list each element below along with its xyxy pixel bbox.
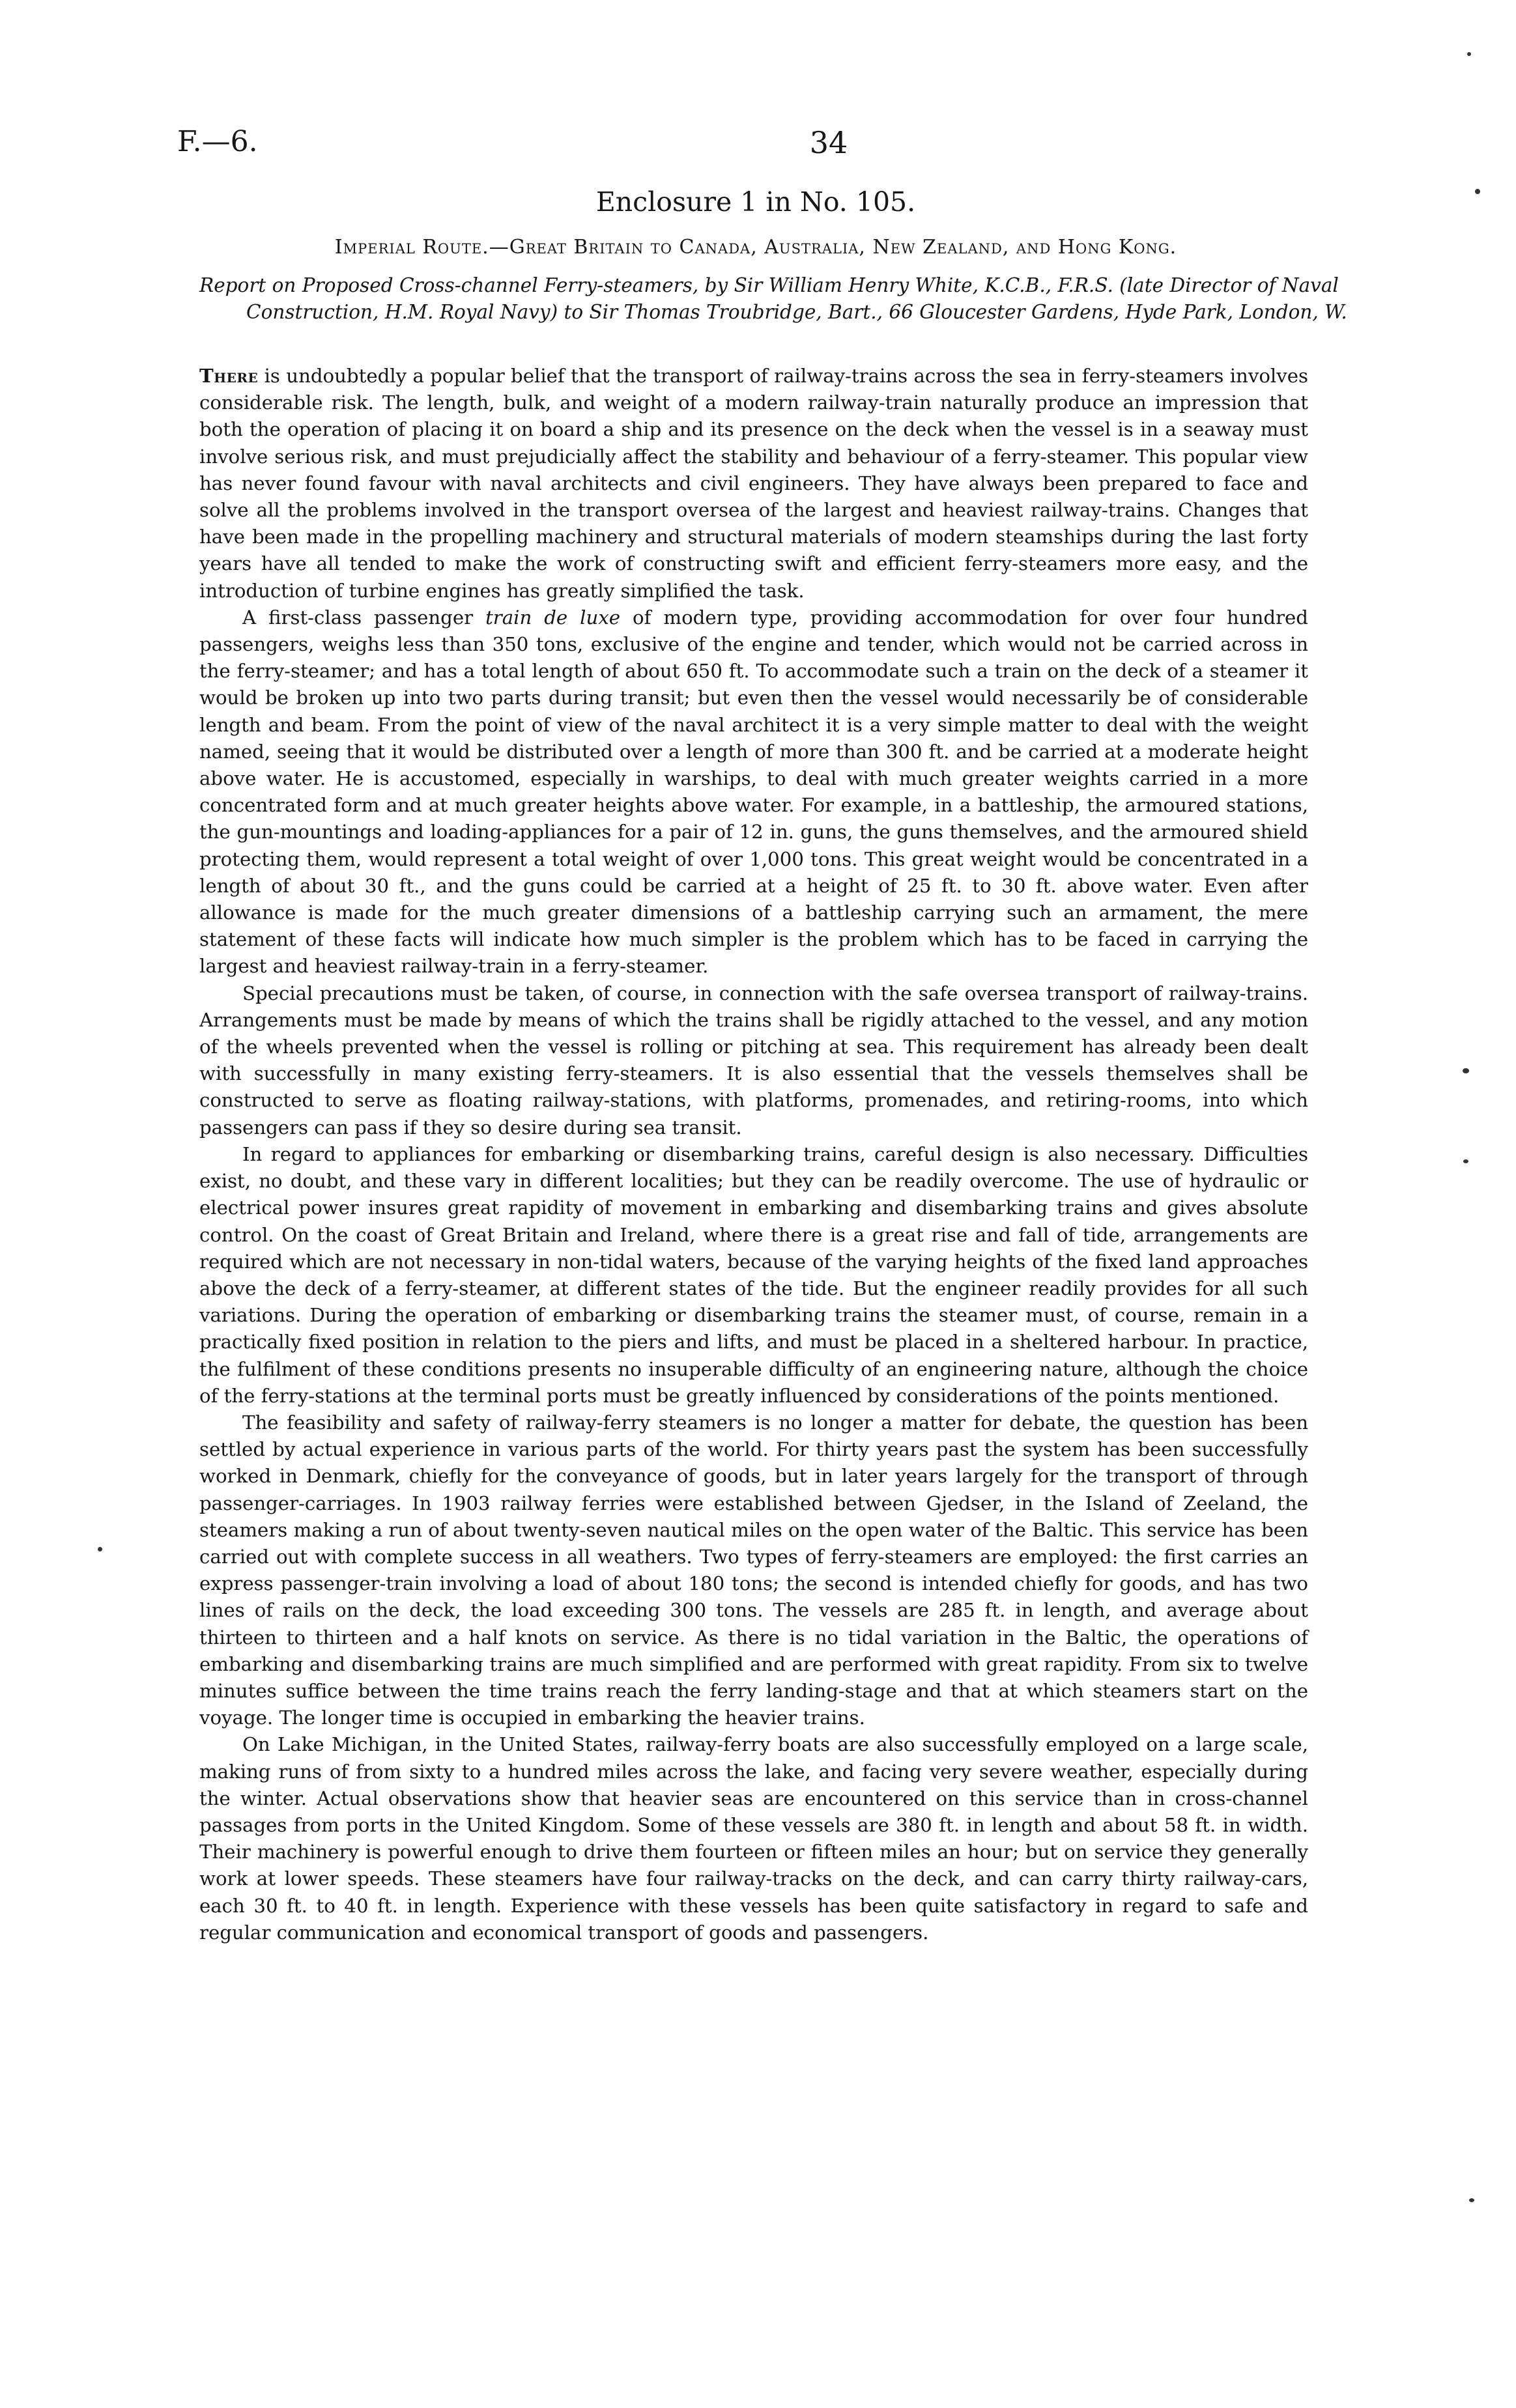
scan-speck bbox=[1475, 189, 1480, 194]
paragraph-5: The feasibility and safety of railway-ferry steamers is no longer a matter for debate, the question has been settled by actual experience in various parts of the world. For thirty years past the system has been successfully worked in Denmark, chiefly for the conveyance of goods, but in later years largely for the transport of through passenger-carriages. In 1903 railway ferries were established between Gjedser, in the Island of Zeeland, the steamers making a run of about twenty-seven nautical miles on the open water of the Baltic. This service has been carried out with complete success in all weathers. Two types of ferry-steamers are employed: the first carries an express passenger-train involving a load of about 180 tons; the second is intended chiefly for goods, and has two lines of rails on the deck, the load exceeding 300 tons. The vessels are 285 ft. in length, and average about thirteen to thirteen and a half knots on service. As there is no tidal variation in the Baltic, the operations of embarking and disembarking trains are much simplified and are performed with great rapidity. From six to twelve minutes suffice between the time trains reach the ferry landing-stage and that at which steamers start on the voyage. The longer time is occupied in embarking the heavier trains. bbox=[199, 1411, 1308, 1729]
route-title: Imperial Route.—Great Britain to Canada, Australia, New Zealand, and Hong Kong. bbox=[334, 236, 1177, 259]
paragraph-1-lead: There bbox=[199, 365, 259, 387]
paragraph-3: Special precautions must be taken, of course, in connection with the safe oversea transport of railway-trains. Arrangements must be made by means of which the trains shall be rigidly attached to the vessel, and any motion of the wheels prevented when the vessel is rolling or pitching at sea. This requirement has already been dealt with successfully in many existing ferry-steamers. It is also essential that the vessels themselves shall be constructed to serve as floating railway-stations, with platforms, promenades, and retiring-rooms, into which passengers can pass if they so desire during sea transit. bbox=[199, 982, 1308, 1139]
paragraph-1 bbox=[199, 363, 1308, 604]
paragraph-2 bbox=[199, 604, 1308, 980]
paragraph-2-text-a: A first-class passenger bbox=[242, 606, 486, 629]
paragraph-4: In regard to appliances for embarking or disembarking trains, careful design is also necessary. Difficulties exist, no doubt, and these vary in different localities; but they can be readily overcome. The use of hydraulic or electrical power insures great rapidity of movement in embarking and disembarking trains and gives absolute control. On the coast of Great Britain and Ireland, where there is a great rise and fall of tide, arrangements are required which are not necessary in non-tidal waters, because of the varying heights of the fixed land approaches above the deck of a ferry-steamer, at different states of the tide. But the engineer readily provides for all such variations. During the operation of embarking or disembarking trains the steamer must, of course, remain in a practically fixed position in relation to the piers and lifts, and must be placed in a sheltered harbour. In practice, the fulfilment of these conditions presents no insuperable difficulty of an engineering nature, although the choice of the ferry-stations at the terminal ports must be greatly influenced by considerations of the points mentioned. bbox=[199, 1142, 1308, 1407]
paragraph-1-text: is undoubtedly a popular belief that the transport of railway-trains across the sea in ferry-steamers involves considerable risk. The length, bulk, and weight of a modern railway-train naturally produce an impression that both the operation of placing it on board a ship and its presence on the deck when the vessel is in a seaway must involve serious risk, and must prejudicially affect the stability and behaviour of a ferry-steamer. This popular view has never found favour with naval architects and civil engineers. They have always been prepared to face and solve all the problems involved in the transport oversea of the largest and heaviest railway-trains. Changes that have been made in the propelling machinery and structural materials of modern steamships during the last forty years have all tended to make the work of constructing swift and efficient ferry-steamers more easy, and the introduction of turbine engines has greatly simplified the task. bbox=[199, 365, 1308, 602]
report-title: Report on Proposed Cross-channel Ferry-steamers, by Sir William Henry White, K.C.B., F.R.S. (late Director of Naval Construction, H.M. Royal Navy) to Sir Thomas Troubridge, Bart., 66 Gloucester Gardens, Hyde Park, London, W. bbox=[199, 274, 1347, 323]
paragraph-6: On Lake Michigan, in the United States, railway-ferry boats are also successfully employed on a large scale, making runs of from sixty to a hundred miles across the lake, and facing very severe weather, especially during the winter. Actual observations show that heavier seas are encountered on this service than in cross-channel passages from ports in the United Kingdom. Some of these vessels are 380 ft. in length and about 58 ft. in width. Their machinery is powerful enough to drive them fourteen or fifteen miles an hour; but on service they generally work at lower speeds. These steamers have four railway-tracks on the deck, and can carry thirty railway-cars, each 30 ft. to 40 ft. in length. Experience with these vessels has been quite satisfactory in regard to safe and regular communication and economical transport of goods and passengers. bbox=[199, 1733, 1308, 1944]
scan-speck bbox=[1467, 52, 1471, 56]
paragraph-2-italic: train de luxe bbox=[485, 606, 621, 629]
scan-speck bbox=[98, 1547, 102, 1551]
scan-speck bbox=[1463, 1159, 1468, 1163]
scan-speck bbox=[1469, 2198, 1474, 2202]
scan-speck bbox=[1463, 1068, 1469, 1073]
paragraph-2-text-b: of modern type, providing accommodation for over four hundred passengers, weighs less than 350 tons, exclusive of the engine and tender, which would not be carried across in the ferry-steamer; and has a total length of about 650 ft. To accommodate such a train on the deck of a steamer it would be broken up into two parts during transit; but even then the vessel would necessarily be of considerable length and beam. From the point of view of the naval architect it is a very simple matter to deal with the weight named, seeing that it would be distributed over a length of more than 300 ft. and be carried at a moderate height above water. He is accustomed, especially in warships, to deal with much greater weights carried in a more concentrated form and at much greater heights above water. For example, in a battleship, the armoured stations, the gun-mountings and loading-appliances for a pair of 12 in. guns, the guns themselves, and the armoured shield protecting them, would represent a total weight of over 1,000 tons. This great weight would be concentrated in a length of about 30 ft., and the guns could be carried at a height of 25 ft. to 30 ft. above water. Even after allowance is made for the much greater dimensions of a battleship carrying such an armament, the mere statement of these facts will indicate how much simpler is the problem which has to be faced in carrying the largest and heaviest railway-train in a ferry-steamer. bbox=[199, 606, 1308, 978]
page-header bbox=[177, 125, 1324, 164]
report-body bbox=[199, 363, 1308, 1946]
page-number: 34 bbox=[809, 125, 848, 160]
document-code: F.—6. bbox=[177, 125, 258, 158]
enclosure-title: Enclosure 1 in No. 105. bbox=[595, 186, 916, 218]
